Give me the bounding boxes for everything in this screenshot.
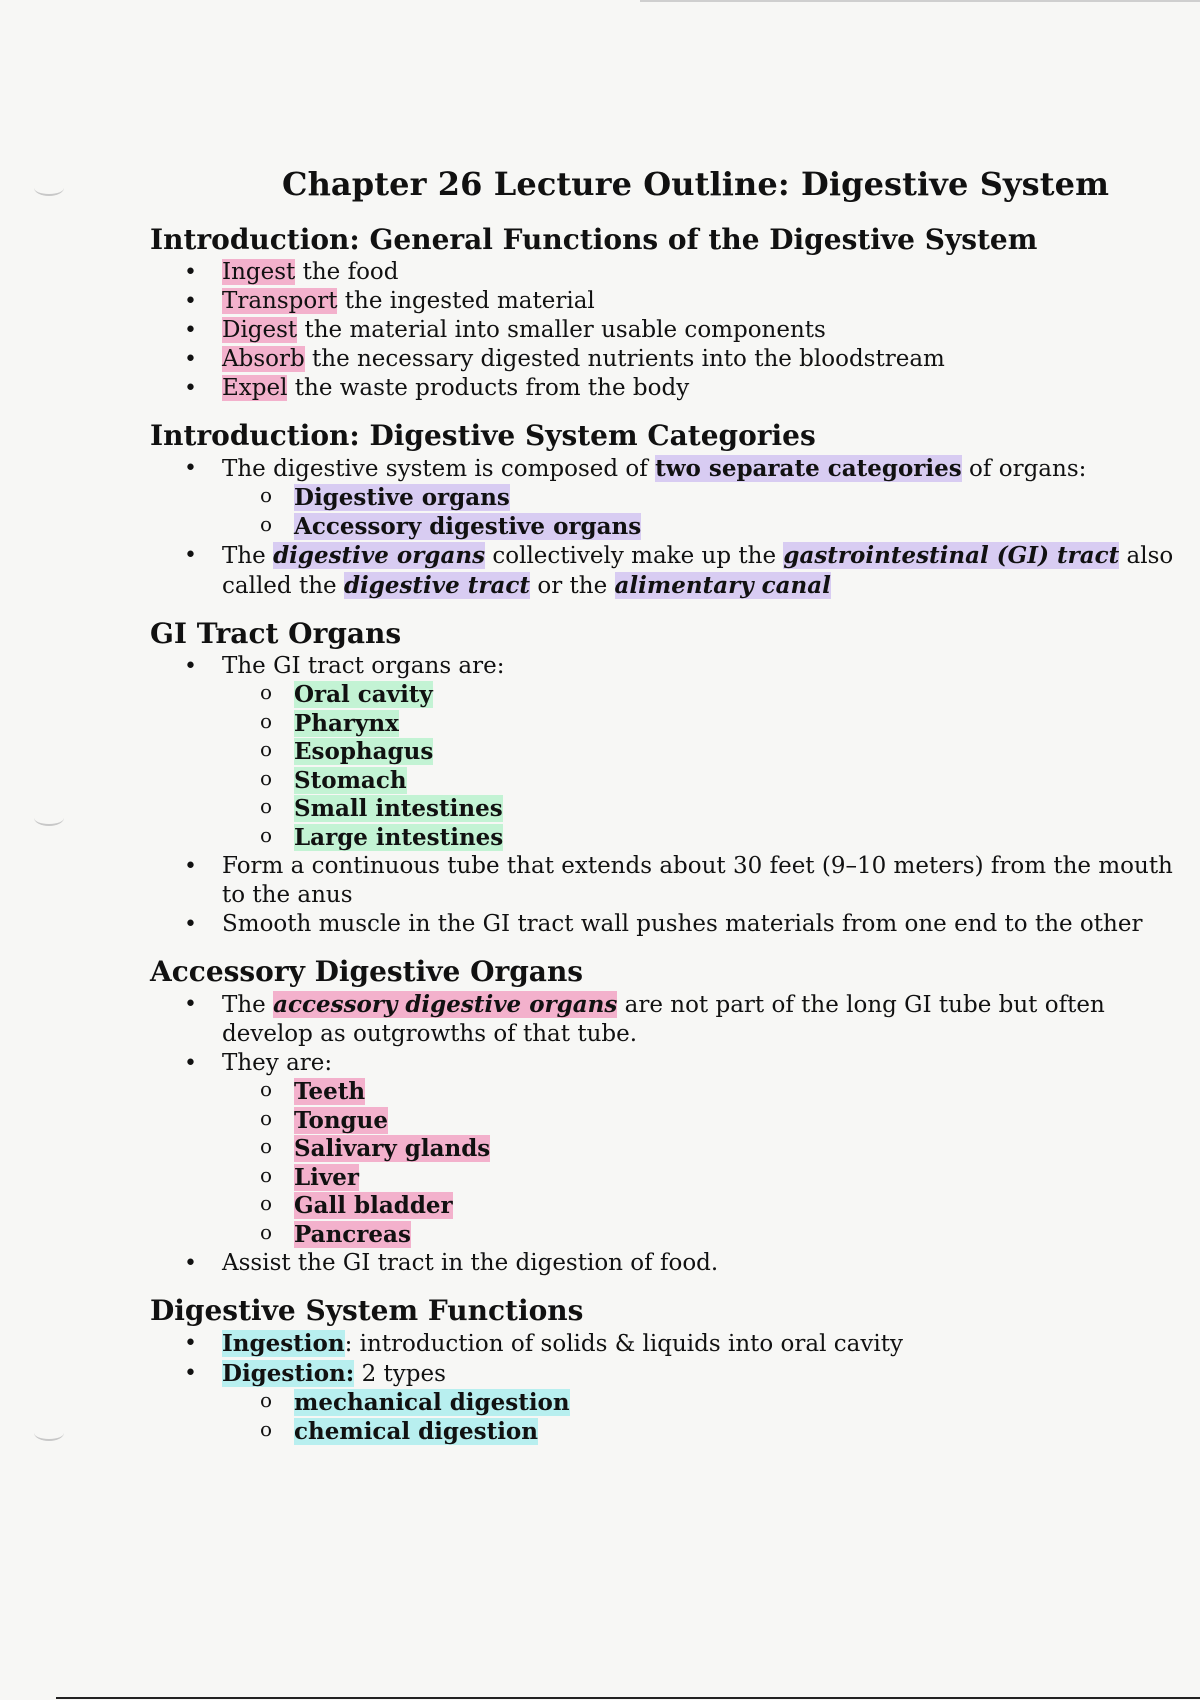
highlighted-term: Teeth: [294, 1078, 366, 1105]
item-text: The digestive system is composed of: [222, 456, 656, 482]
highlighted-term: Ingestion: [222, 1330, 345, 1357]
sub-list-item: [294, 1389, 1190, 1418]
page-title: Chapter 26 Lecture Outline: Digestive System: [282, 165, 1110, 203]
highlighted-term: Expel: [222, 375, 288, 401]
sub-list-item: [294, 1192, 1190, 1221]
item-text: They are:: [222, 1050, 333, 1076]
highlighted-term: Digestive organs: [294, 484, 510, 511]
section-heading: Introduction: Digestive System Categories: [150, 419, 816, 452]
item-text: collectively make up the: [485, 543, 784, 569]
list-item: [222, 652, 1190, 852]
list-item: [222, 374, 1190, 403]
sub-list-item: [294, 1078, 1190, 1107]
bottom-edge-line: [56, 1697, 1200, 1699]
highlighted-term: Oral cavity: [294, 681, 433, 708]
item-text: The: [222, 543, 274, 569]
highlighted-term: Transport: [222, 288, 338, 314]
item-text: the waste products from the body: [287, 375, 690, 401]
item-text: the food: [295, 259, 399, 285]
item-text: The: [222, 992, 274, 1018]
item-text: are not part of the long GI tube but often develop as outgrowths of that tube.: [222, 992, 1105, 1047]
top-edge-line: [640, 0, 1200, 2]
list-item: [222, 316, 1190, 345]
item-text: the necessary digested nutrients into the bloodstream: [304, 346, 945, 372]
list-item: [222, 287, 1190, 316]
sub-list: [222, 1389, 1190, 1446]
list-item: [222, 990, 1190, 1049]
highlighted-term: alimentary canal: [614, 572, 831, 599]
sub-list: [222, 681, 1190, 852]
sub-list-item: [294, 738, 1190, 767]
sub-list: [222, 484, 1190, 541]
section-accessory-organs: [150, 955, 1190, 1278]
list-item: [222, 345, 1190, 374]
bullet-list: [150, 1329, 1190, 1446]
item-text: or the: [530, 573, 615, 599]
sub-list-item: [294, 513, 1190, 542]
section-system-functions: [150, 1294, 1190, 1446]
item-text: the material into smaller usable components: [297, 317, 826, 343]
highlighted-term: Salivary glands: [294, 1135, 491, 1162]
highlighted-term: Accessory digestive organs: [294, 512, 642, 540]
sub-list-item: [294, 1418, 1190, 1447]
highlighted-term: two separate categories: [655, 455, 962, 482]
highlighted-term: Digestion:: [222, 1360, 355, 1387]
list-item: • Form a continuous tube that extends about 30 feet (9–10 meters) from the mouth to the anus: [222, 852, 1190, 910]
highlighted-term: Esophagus: [294, 738, 434, 765]
highlighted-term: Gall bladder: [294, 1192, 453, 1219]
item-text: 2 types: [354, 1361, 446, 1387]
sub-list-item: [294, 824, 1190, 853]
highlighted-term: gastrointestinal (GI) tract: [783, 542, 1120, 569]
highlighted-term: Stomach: [294, 766, 407, 794]
item-text: of organs:: [961, 456, 1087, 482]
section-heading: Digestive System Functions: [150, 1294, 584, 1327]
item-text: the ingested material: [337, 288, 595, 314]
list-item: [222, 541, 1190, 601]
bullet-list: [150, 652, 1190, 939]
highlighted-term: Pancreas: [294, 1220, 411, 1248]
list-item: [222, 1049, 1190, 1249]
highlighted-term: Ingest: [222, 259, 296, 285]
item-text: : introduction of solids & liquids into oral cavity: [344, 1331, 903, 1357]
highlighted-term: Absorb: [222, 346, 305, 372]
section-general-functions: [150, 223, 1190, 403]
highlighted-term: digestive organs: [273, 542, 486, 569]
list-item: • Smooth muscle in the GI tract wall pushes materials from one end to the other: [222, 910, 1190, 939]
bullet-list: [150, 258, 1190, 403]
document-body: [150, 165, 1190, 1446]
highlighted-term: mechanical digestion: [294, 1389, 570, 1416]
item-text: also called the: [222, 543, 1174, 599]
sub-list-item: [294, 1135, 1190, 1164]
highlighted-term: Small intestines: [294, 795, 503, 822]
sub-list-item: [294, 1221, 1190, 1250]
list-item: • Assist the GI tract in the digestion of food.: [222, 1249, 1190, 1278]
highlighted-term: Large intestines: [294, 823, 504, 851]
sub-list-item: [294, 1164, 1190, 1193]
list-item: [222, 454, 1190, 541]
list-item: [222, 1359, 1190, 1446]
highlighted-term: Liver: [294, 1163, 360, 1191]
sub-list-item: [294, 710, 1190, 739]
highlighted-term: Tongue: [294, 1106, 388, 1134]
highlighted-term: chemical digestion: [294, 1417, 538, 1445]
highlighted-term: accessory digestive organs: [273, 991, 618, 1018]
item-text: The GI tract organs are:: [222, 653, 505, 679]
punch-hole-mark: [34, 1425, 64, 1441]
sub-list-item: [294, 484, 1190, 513]
sub-list-item: [294, 795, 1190, 824]
punch-hole-mark: [34, 180, 64, 196]
sub-list-item: [294, 767, 1190, 796]
highlighted-term: Digest: [222, 317, 298, 343]
section-heading: GI Tract Organs: [150, 617, 402, 650]
bullet-list: [150, 990, 1190, 1278]
punch-hole-mark: [34, 810, 64, 826]
section-heading: Introduction: General Functions of the Digestive System: [150, 223, 1038, 256]
sub-list: [222, 1078, 1190, 1249]
highlighted-term: Pharynx: [294, 709, 399, 737]
list-item: [222, 1329, 1190, 1359]
section-gi-tract-organs: [150, 617, 1190, 939]
list-item: [222, 258, 1190, 287]
section-categories: [150, 419, 1190, 601]
sub-list-item: [294, 681, 1190, 710]
bullet-list: [150, 454, 1190, 601]
sub-list-item: [294, 1107, 1190, 1136]
section-heading: Accessory Digestive Organs: [150, 955, 584, 988]
highlighted-term: digestive tract: [343, 572, 531, 599]
